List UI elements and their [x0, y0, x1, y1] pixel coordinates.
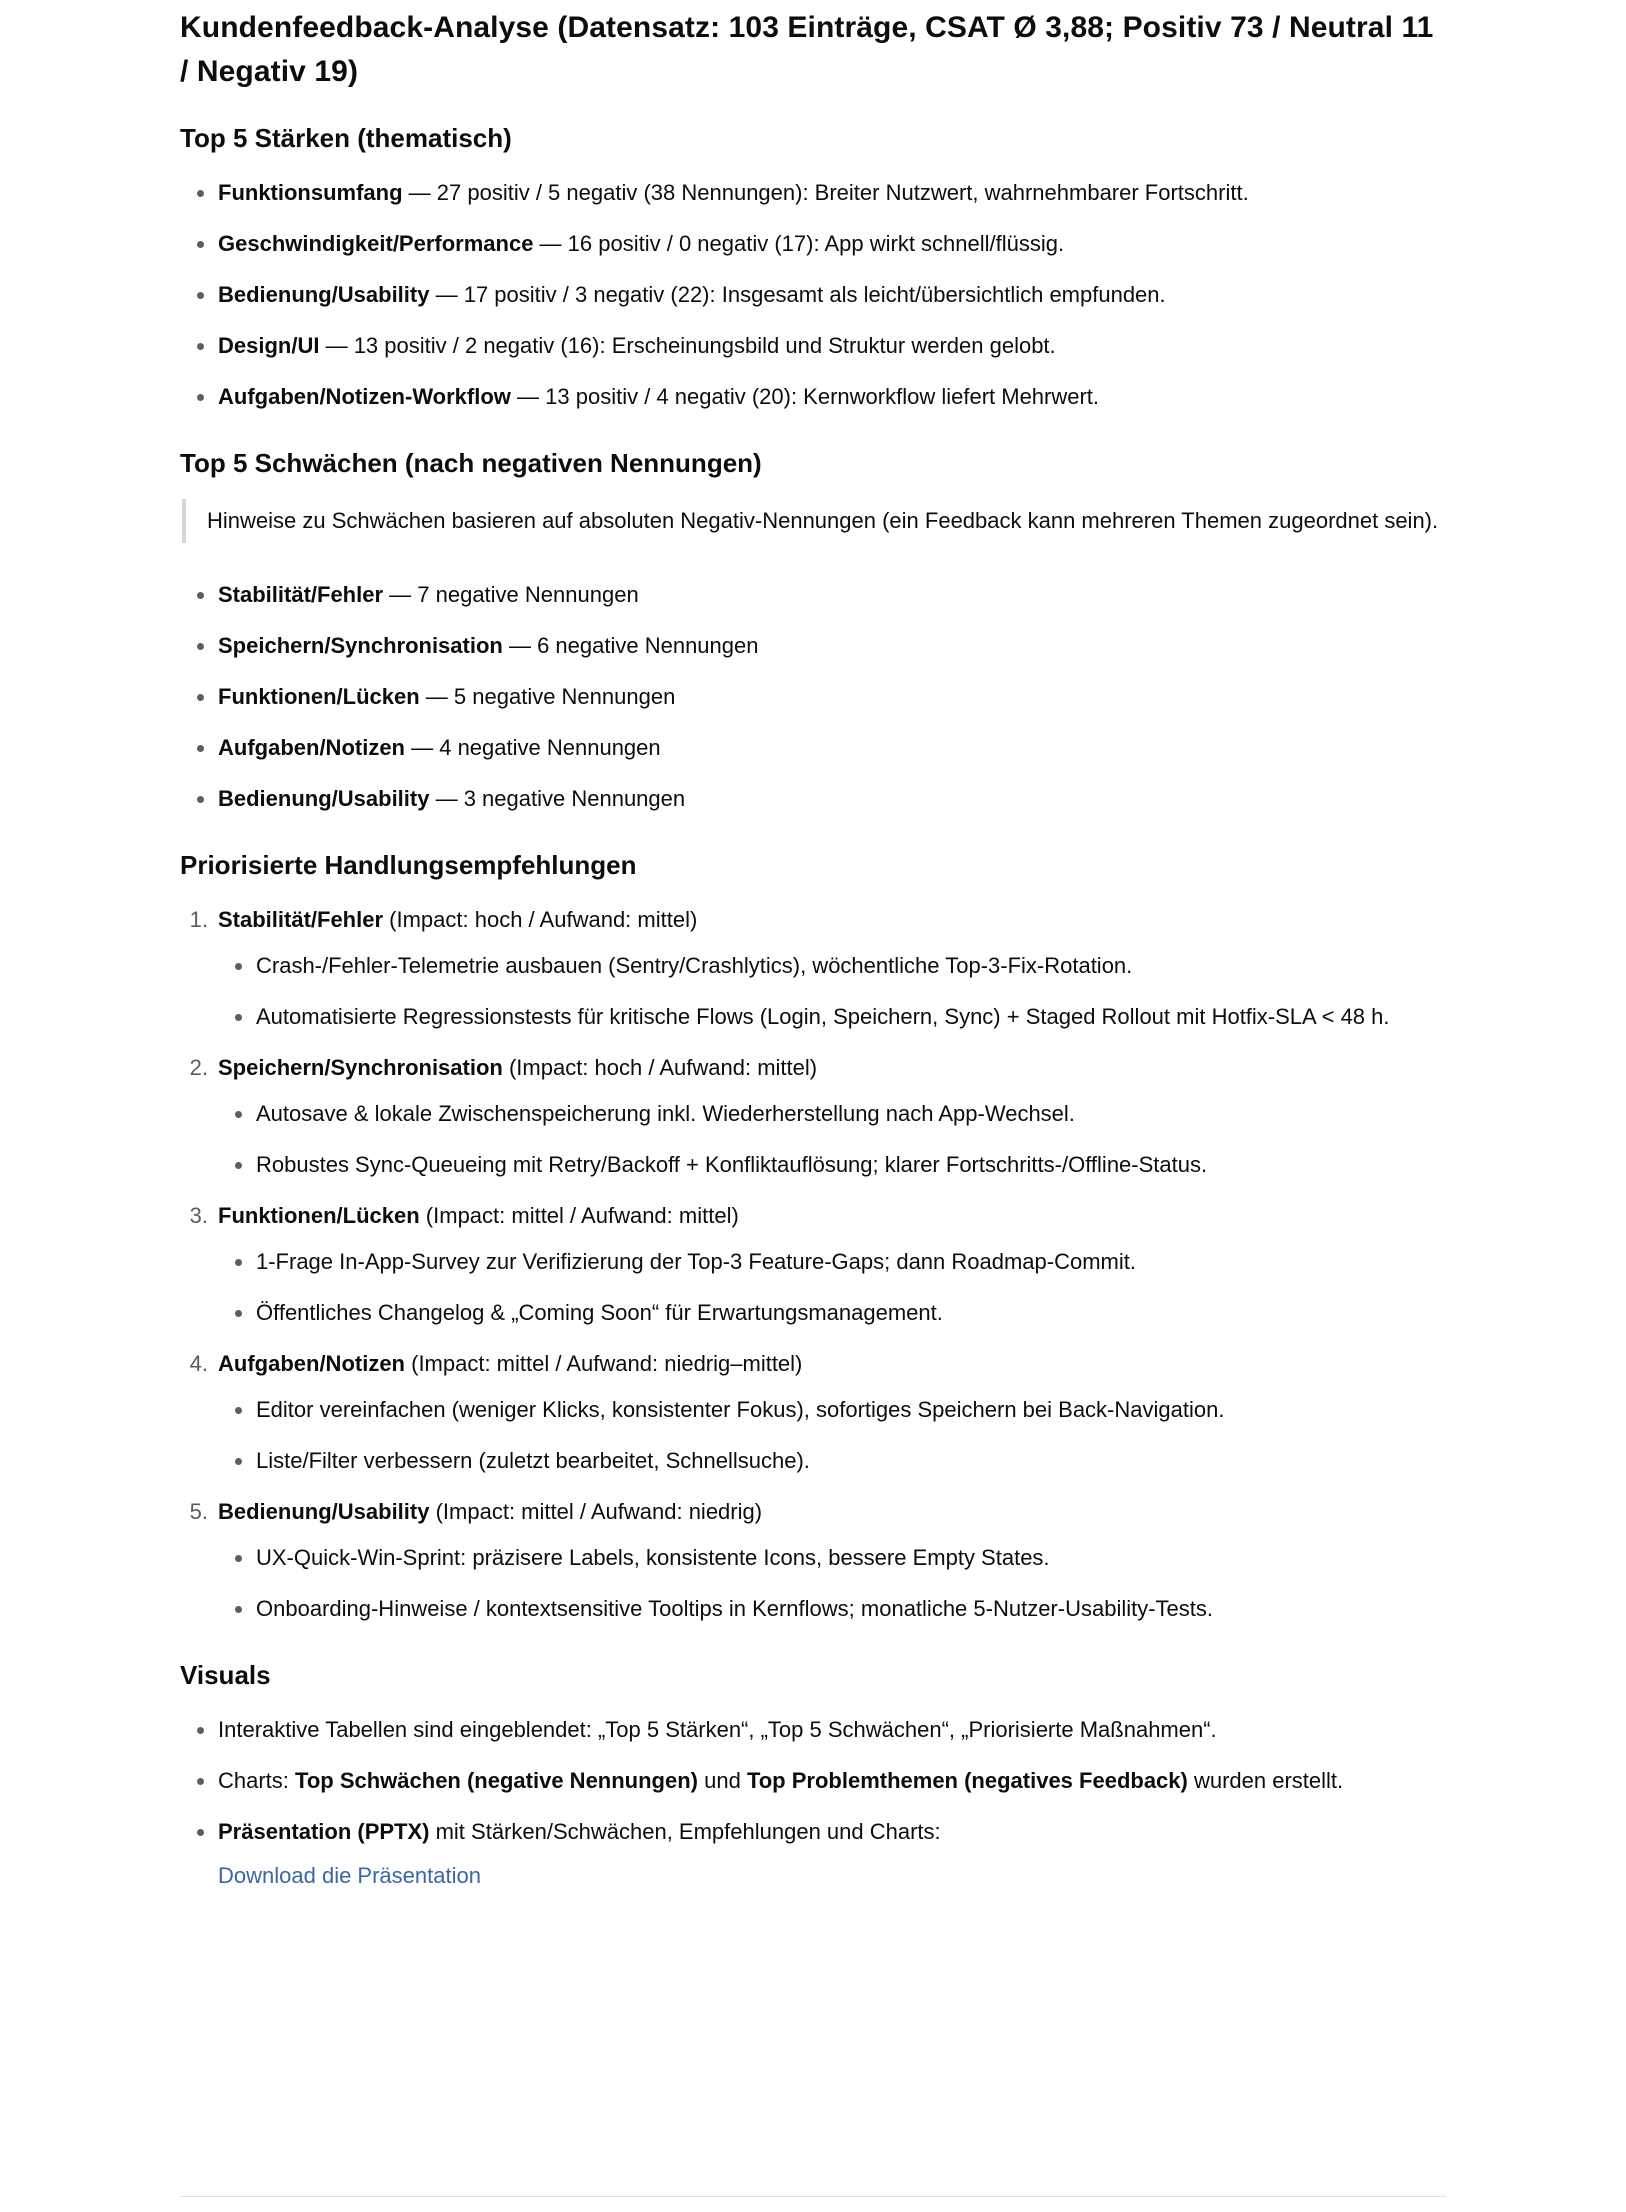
text-run: (Impact: hoch / Aufwand: mittel)	[502, 1055, 818, 1080]
text-run: — 3 negative Nennungen	[429, 786, 686, 811]
text-run: — 13 positiv / 4 negativ (20): Kernworkflow liefert Mehrwert.	[510, 384, 1100, 409]
bold-text: Aufgaben/Notizen	[218, 1351, 405, 1376]
text-run: (Impact: mittel / Aufwand: niedrig–mittel)	[405, 1351, 803, 1376]
list-item	[218, 273, 1446, 317]
list-item	[218, 1759, 1446, 1803]
list-item	[218, 777, 1446, 821]
sub-list-item	[256, 1388, 1446, 1432]
sub-list-item	[256, 1536, 1446, 1580]
bold-text: Funktionen/Lücken	[218, 684, 420, 709]
bold-text: Top Schwächen (negative Nennungen)	[295, 1768, 698, 1793]
sub-list	[218, 1092, 1446, 1187]
section-heading-staerken: Top 5 Stärken (thematisch)	[180, 123, 512, 153]
list-item	[218, 375, 1446, 419]
text-run: — 16 positiv / 0 negativ (17): App wirkt schnell/flüssig.	[533, 231, 1065, 256]
section-heading-empfehlungen: Priorisierte Handlungsempfehlungen	[180, 850, 637, 880]
bold-text: Top Problemthemen (negatives Feedback)	[746, 1768, 1188, 1793]
text-run: Liste/Filter verbessern (zuletzt bearbeitet, Schnellsuche).	[256, 1448, 810, 1473]
bold-text: Funktionsumfang	[218, 180, 403, 205]
text-run: Crash-/Fehler-Telemetrie ausbauen (Sentry/Crashlytics), wöchentliche Top-3-Fix-Rotation.	[256, 953, 1133, 978]
text-run: Öffentliches Changelog & „Coming Soon“ für Erwartungsmanagement.	[256, 1300, 943, 1325]
page-title: Kundenfeedback-Analyse (Datensatz: 103 Einträge, CSAT Ø 3,88; Positiv 73 / Neutral 11 / Negativ 19)	[180, 11, 1434, 88]
text-run: — 27 positiv / 5 negativ (38 Nennungen): Breiter Nutzwert, wahrnehmbarer Fortschritt.	[402, 180, 1249, 205]
download-presentation-link[interactable]: Download die Präsentation	[218, 1863, 481, 1888]
sub-list	[218, 944, 1446, 1039]
text-run: (Impact: hoch / Aufwand: mittel)	[383, 907, 698, 932]
text-run: Robustes Sync-Queueing mit Retry/Backoff + Konfliktauflösung; klarer Fortschritts-/Offline-Status.	[256, 1152, 1208, 1177]
text-run: Onboarding-Hinweise / kontextsensitive Tooltips in Kernflows; monatliche 5-Nutzer-Usability-Tests.	[256, 1596, 1213, 1621]
sub-list-item	[256, 1587, 1446, 1631]
bold-text: Speichern/Synchronisation	[218, 633, 503, 658]
sub-list-item	[256, 1291, 1446, 1335]
bold-text: Bedienung/Usability	[218, 282, 430, 307]
text-run: Autosave & lokale Zwischenspeicherung inkl. Wiederherstellung nach App-Wechsel.	[256, 1101, 1075, 1126]
list-item	[218, 1342, 1446, 1483]
sub-list-item	[256, 944, 1446, 988]
text-run: wurden erstellt.	[1187, 1768, 1344, 1793]
list-item	[218, 675, 1446, 719]
text-run: mit Stärken/Schwächen, Empfehlungen und Charts:	[429, 1819, 941, 1844]
list-item	[218, 222, 1446, 266]
bullet-list-visuals	[180, 1708, 1446, 1898]
blockquote-note: Hinweise zu Schwächen basieren auf absoluten Negativ-Nennungen (ein Feedback kann mehreren Themen zugeordnet sein).	[182, 499, 1446, 543]
text-run: — 5 negative Nennungen	[419, 684, 676, 709]
text-run: (Impact: mittel / Aufwand: mittel)	[419, 1203, 739, 1228]
list-item	[218, 726, 1446, 770]
bold-text: Bedienung/Usability	[218, 1499, 430, 1524]
text-run: UX-Quick-Win-Sprint: präzisere Labels, konsistente Icons, bessere Empty States.	[256, 1545, 1050, 1570]
sub-list	[218, 1240, 1446, 1335]
list-item	[218, 1810, 1446, 1898]
bold-text: Funktionen/Lücken	[218, 1203, 420, 1228]
bullet-list-schwaechen	[180, 573, 1446, 821]
text-run: — 17 positiv / 3 negativ (22): Insgesamt als leicht/übersichtlich empfunden.	[429, 282, 1166, 307]
list-item	[218, 898, 1446, 1039]
document-body	[180, 120, 1446, 1898]
list-item	[218, 1046, 1446, 1187]
message-divider	[180, 2196, 1446, 2197]
sub-list	[218, 1536, 1446, 1631]
bold-text: Bedienung/Usability	[218, 786, 430, 811]
document-content	[180, 0, 1446, 1898]
bold-text: Design/UI	[218, 333, 320, 358]
sub-list-item	[256, 1092, 1446, 1136]
bold-text: Aufgaben/Notizen	[218, 735, 405, 760]
list-item	[218, 1194, 1446, 1335]
text-run: Interaktive Tabellen sind eingeblendet: „Top 5 Stärken“, „Top 5 Schwächen“, „Priorisierte Maßnahmen“.	[218, 1717, 1217, 1742]
bold-text: Aufgaben/Notizen-Workflow	[218, 384, 511, 409]
bold-text: Geschwindigkeit/Performance	[218, 231, 534, 256]
list-item	[218, 624, 1446, 668]
section-heading-schwaechen: Top 5 Schwächen (nach negativen Nennungen)	[180, 448, 762, 478]
sub-list-item	[256, 1240, 1446, 1284]
text-run: — 6 negative Nennungen	[502, 633, 759, 658]
text-run: Editor vereinfachen (weniger Klicks, konsistenter Fokus), sofortiges Speichern bei Back-Navigation.	[256, 1397, 1225, 1422]
list-item	[218, 573, 1446, 617]
text-run: — 4 negative Nennungen	[405, 735, 661, 760]
text-run: und	[698, 1768, 747, 1793]
sub-list-item	[256, 995, 1446, 1039]
sub-list	[218, 1388, 1446, 1483]
text-run: Charts:	[218, 1768, 296, 1793]
list-item	[218, 324, 1446, 368]
sub-list-item	[256, 1439, 1446, 1483]
list-item	[218, 1708, 1446, 1752]
sub-list-item	[256, 1143, 1446, 1187]
text-run: — 13 positiv / 2 negativ (16): Erscheinungsbild und Struktur werden gelobt.	[319, 333, 1056, 358]
list-item	[218, 1490, 1446, 1631]
bullet-list-staerken	[180, 171, 1446, 419]
text-run: (Impact: mittel / Aufwand: niedrig)	[429, 1499, 763, 1524]
text-run: Automatisierte Regressionstests für kritische Flows (Login, Speichern, Sync) + Staged Rollout mit Hotfix-SLA < 48 h.	[256, 1004, 1390, 1029]
bold-text: Stabilität/Fehler	[218, 582, 384, 607]
section-heading-visuals: Visuals	[180, 1660, 271, 1690]
list-item	[218, 171, 1446, 215]
bold-text: Stabilität/Fehler	[218, 907, 384, 932]
bold-text: Präsentation (PPTX)	[218, 1819, 430, 1844]
numbered-list-empfehlungen	[180, 898, 1446, 1631]
text-run: 1-Frage In-App-Survey zur Verifizierung der Top-3 Feature-Gaps; dann Roadmap-Commit.	[256, 1249, 1136, 1274]
bold-text: Speichern/Synchronisation	[218, 1055, 503, 1080]
text-run: — 7 negative Nennungen	[383, 582, 639, 607]
